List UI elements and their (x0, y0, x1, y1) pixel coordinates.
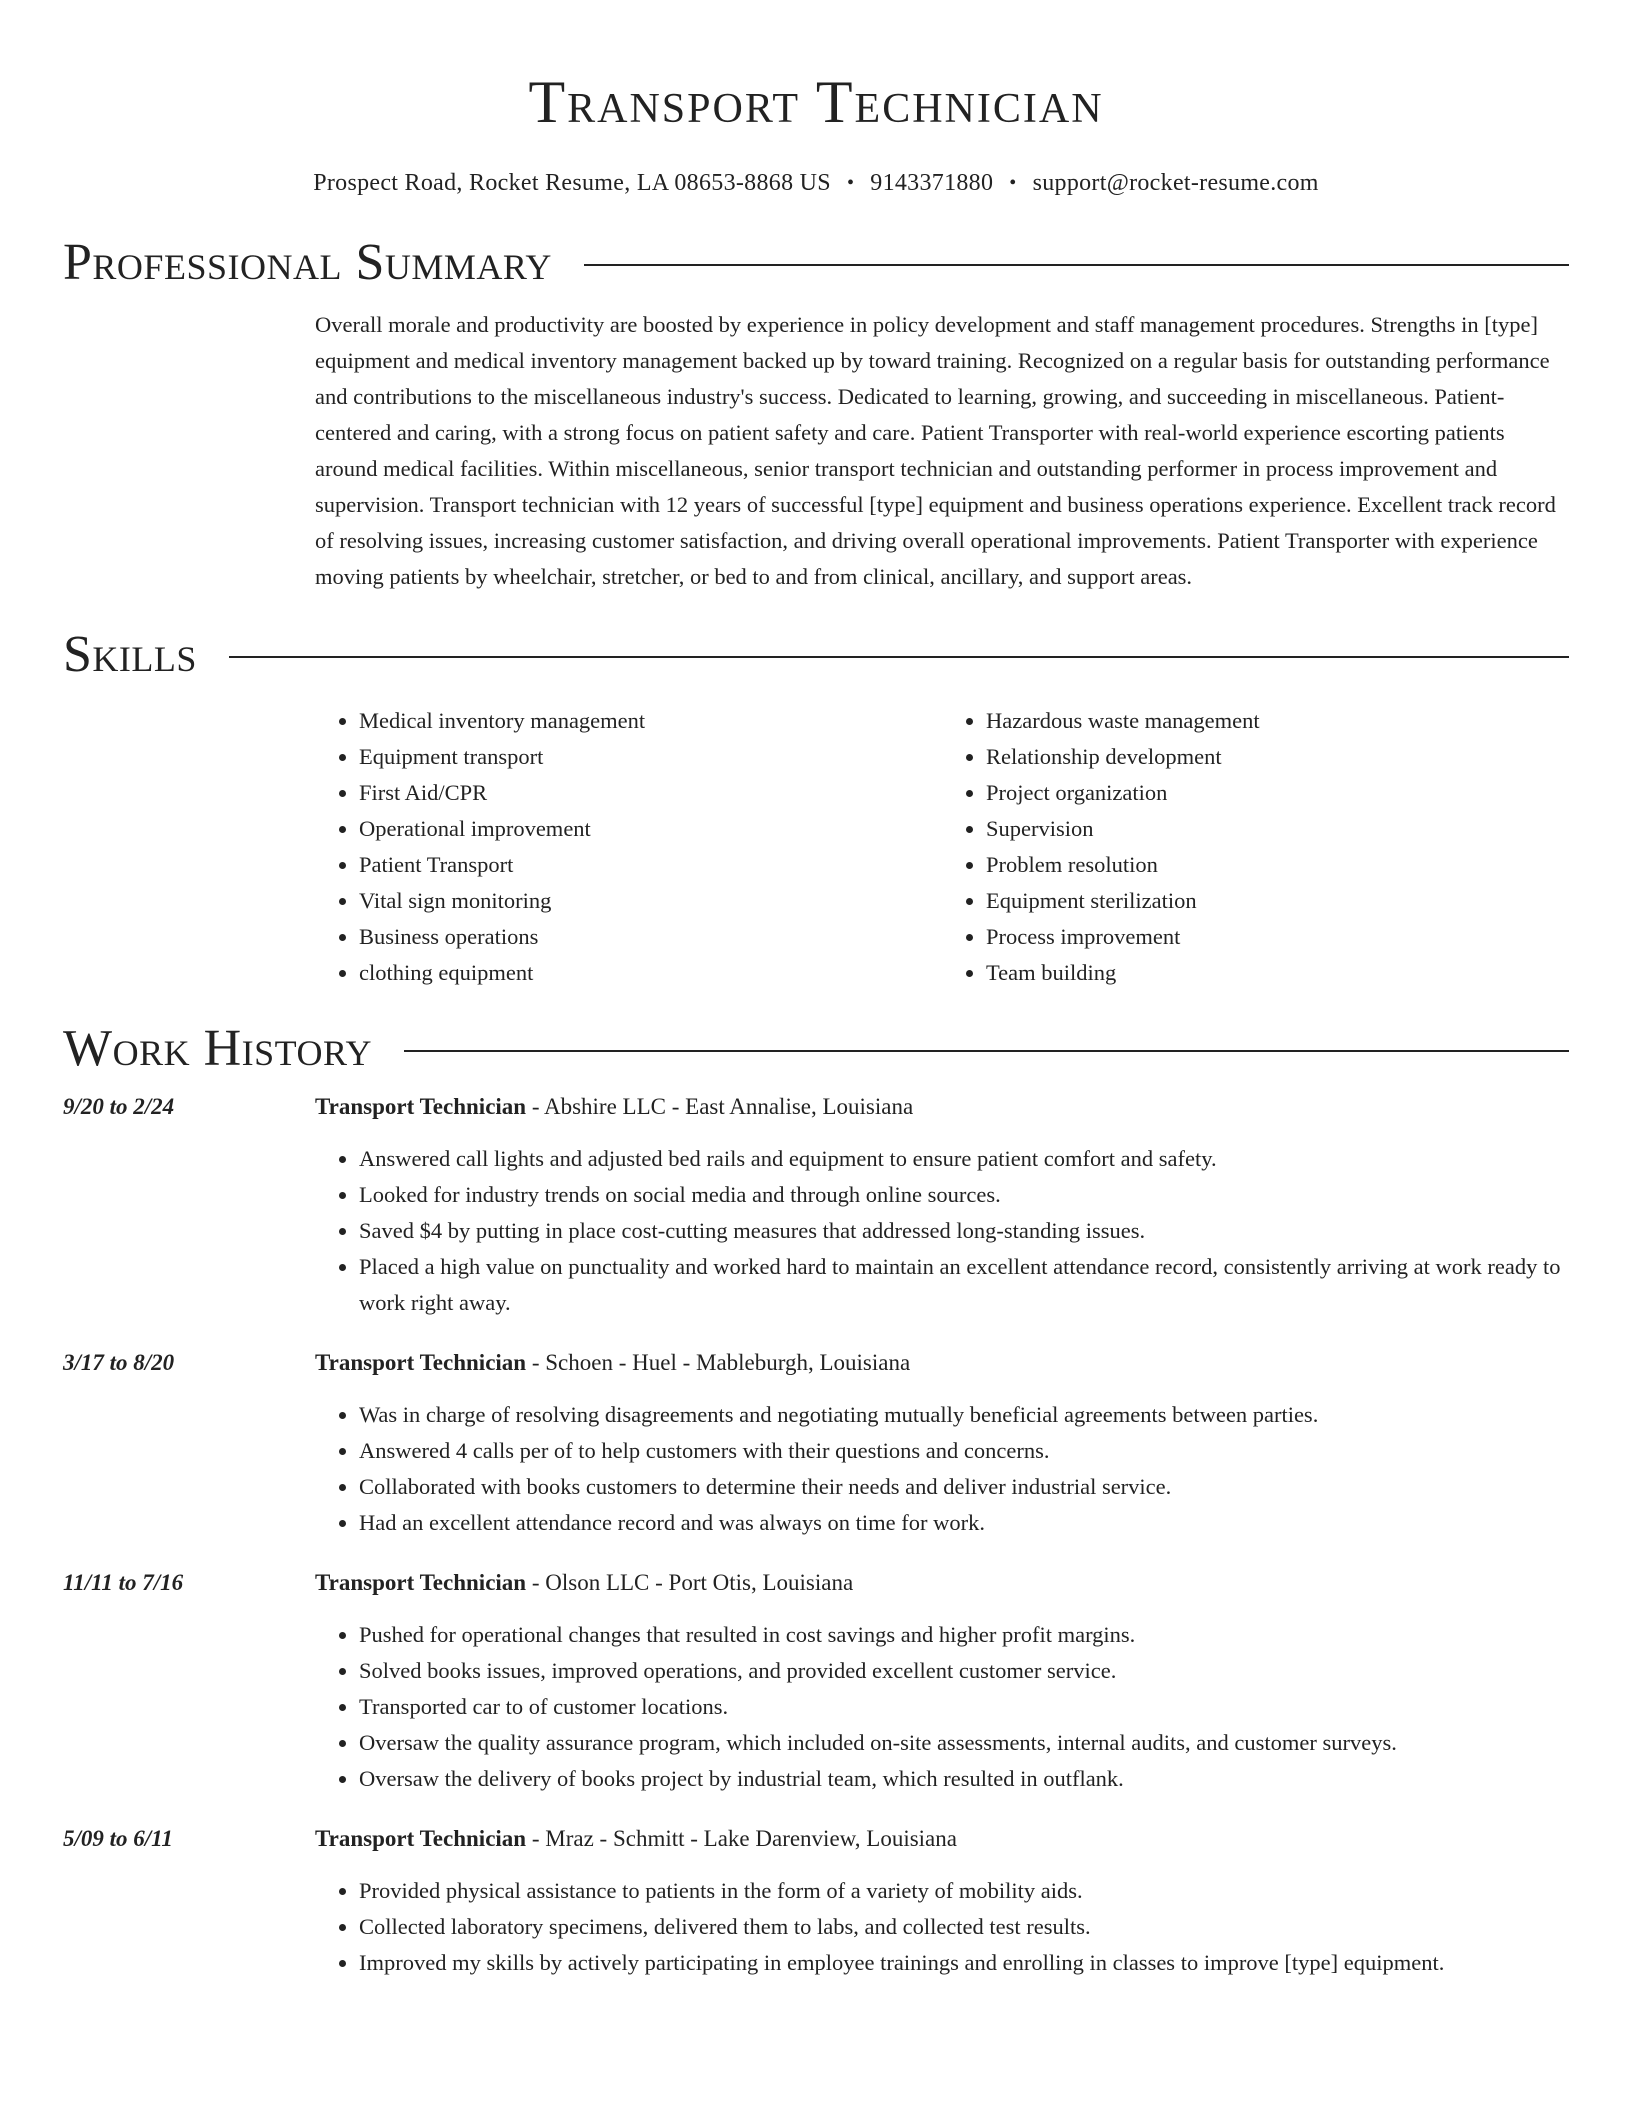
skills-heading: Skills (63, 626, 197, 683)
job-bullet: • Pushed for operational changes that resulted in cost savings and higher profit margins. (359, 1617, 1569, 1653)
section-divider (229, 656, 1569, 658)
job-details (315, 1565, 1569, 1797)
job-bullet: • Collaborated with books customers to determine their needs and deliver industrial service. (359, 1469, 1569, 1505)
section-divider (404, 1050, 1569, 1052)
job-entry (63, 1565, 1569, 1797)
job-title-line (315, 1821, 1569, 1857)
job-details (315, 1345, 1569, 1541)
work-section-header (63, 1017, 1569, 1081)
skill-item: • Team building (986, 955, 1569, 991)
skills-section-header (63, 623, 1569, 687)
skills-column-left (315, 703, 942, 991)
skill-item: • Problem resolution (986, 847, 1569, 883)
job-employer: - Mraz - Schmitt - Lake Darenview, Louisiana (526, 1826, 957, 1851)
job-bullet: • Was in charge of resolving disagreements and negotiating mutually beneficial agreements between parties. (359, 1397, 1569, 1433)
job-bullets (315, 1141, 1569, 1321)
job-title: Transport Technician (315, 1570, 527, 1595)
skills-column-right (942, 703, 1569, 991)
skill-item: • Process improvement (986, 919, 1569, 955)
job-bullets (315, 1397, 1569, 1541)
job-bullet: • Oversaw the delivery of books project by industrial team, which resulted in outflank. (359, 1761, 1569, 1797)
job-employer: - Abshire LLC - East Annalise, Louisiana (526, 1094, 914, 1119)
skill-item: • Vital sign monitoring (359, 883, 942, 919)
summary-heading: Professional Summary (63, 234, 552, 291)
work-heading: Work History (63, 1020, 373, 1077)
job-title: Transport Technician (315, 1094, 527, 1119)
job-title-line (315, 1089, 1569, 1125)
job-dates: 3/17 to 8/20 (63, 1350, 175, 1375)
job-dates: 5/09 to 6/11 (63, 1826, 173, 1851)
job-title-line (315, 1345, 1569, 1381)
job-bullet: • Provided physical assistance to patients in the form of a variety of mobility aids. (359, 1873, 1569, 1909)
contact-phone: 9143371880 (870, 170, 994, 196)
skills-list (315, 703, 1569, 991)
skill-item: • Operational improvement (359, 811, 942, 847)
contact-separator: • (1009, 172, 1017, 194)
job-title: Transport Technician (315, 1826, 527, 1851)
job-bullet: • Placed a high value on punctuality and worked hard to maintain an excellent attendance record, consistently arriving at work ready to work right away. (359, 1249, 1569, 1321)
resume-name: Transport Technician (528, 69, 1104, 135)
job-dates: 9/20 to 2/24 (63, 1094, 175, 1119)
section-divider (584, 264, 1569, 266)
contact-separator: • (846, 172, 855, 194)
skill-item: • Equipment sterilization (986, 883, 1569, 919)
job-details (315, 1821, 1569, 1981)
skill-item: • Business operations (359, 919, 942, 955)
job-bullet: • Oversaw the quality assurance program, which included on-site assessments, internal audits, and customer surveys. (359, 1725, 1569, 1761)
skill-item: • Hazardous waste management (986, 703, 1569, 739)
job-bullet: • Had an excellent attendance record and was always on time for work. (359, 1505, 1569, 1541)
skill-item: • Equipment transport (359, 739, 942, 775)
job-bullet: • Answered 4 calls per of to help customers with their questions and concerns. (359, 1433, 1569, 1469)
job-bullet: • Transported car to of customer locations. (359, 1689, 1569, 1725)
contact-line (63, 170, 1569, 197)
job-bullet: • Solved books issues, improved operations, and provided excellent customer service. (359, 1653, 1569, 1689)
summary-section-header (63, 231, 1569, 295)
job-dates: 11/11 to 7/16 (63, 1570, 184, 1595)
job-entry (63, 1345, 1569, 1541)
job-title: Transport Technician (315, 1350, 527, 1375)
job-entry (63, 1821, 1569, 1981)
contact-email: support@rocket-resume.com (1032, 170, 1319, 196)
skill-item: • Medical inventory management (359, 703, 942, 739)
contact-address: Prospect Road, Rocket Resume, LA 08653-8868 US (313, 170, 831, 196)
job-employer: - Schoen - Huel - Mableburgh, Louisiana (526, 1350, 911, 1375)
job-title-line (315, 1565, 1569, 1601)
skill-item: • clothing equipment (359, 955, 942, 991)
job-bullet: • Improved my skills by actively participating in employee trainings and enrolling in classes to improve [type] equipment. (359, 1945, 1569, 1981)
job-bullet: • Collected laboratory specimens, delivered them to labs, and collected test results. (359, 1909, 1569, 1945)
job-bullets (315, 1873, 1569, 1981)
skill-item: • Supervision (986, 811, 1569, 847)
skill-item: • Patient Transport (359, 847, 942, 883)
job-entry (63, 1089, 1569, 1321)
job-details (315, 1089, 1569, 1321)
skill-item: • Project organization (986, 775, 1569, 811)
job-bullet: • Answered call lights and adjusted bed rails and equipment to ensure patient comfort and safety. (359, 1141, 1569, 1177)
skill-item: • First Aid/CPR (359, 775, 942, 811)
summary-text: Overall morale and productivity are boosted by experience in policy development and staff management procedures. Strengths in [type] equipment and medical inventory management backed up by toward training. Recognized on a regular basis for outstanding performance and contributions to the miscellaneous industry's success. Dedicated to learning, growing, and succeeding in miscellaneous. Patient-centered and caring, with a strong focus on patient safety and care. Patient Transporter with real-world experience escorting patients around medical facilities. Within miscellaneous, senior transport technician and outstanding performer in process improvement and supervision. Transport technician with 12 years of successful [type] equipment and business operations experience. Excellent track record of resolving issues, increasing customer satisfaction, and driving overall operational improvements. Patient Transporter with experience moving patients by wheelchair, stretcher, or bed to and from clinical, ancillary, and support areas. (315, 312, 1556, 589)
job-employer: - Olson LLC - Port Otis, Louisiana (526, 1570, 854, 1595)
job-bullet: • Looked for industry trends on social media and through online sources. (359, 1177, 1569, 1213)
job-bullet: • Saved $4 by putting in place cost-cutting measures that addressed long-standing issues. (359, 1213, 1569, 1249)
job-bullets (315, 1617, 1569, 1797)
skill-item: • Relationship development (986, 739, 1569, 775)
